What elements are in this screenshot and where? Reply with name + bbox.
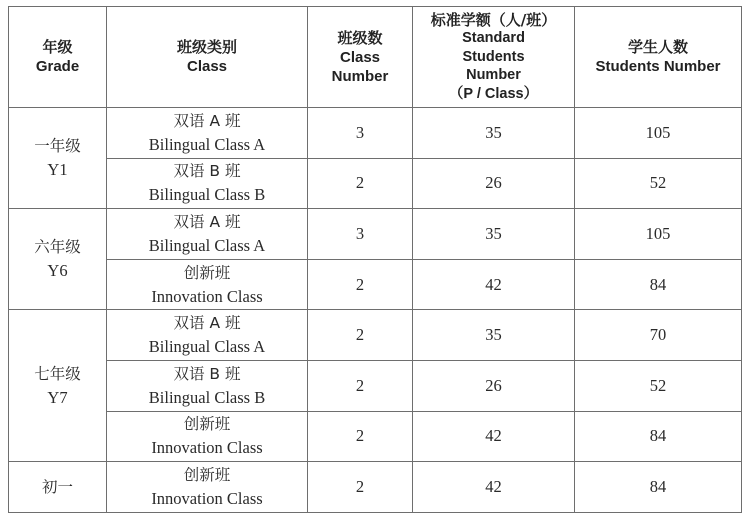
header-students-en: Students Number — [595, 58, 721, 75]
table-row — [9, 310, 742, 361]
class-cell — [107, 360, 308, 411]
class-number-cell: 2 — [308, 462, 413, 513]
header-class-en: Class — [186, 58, 228, 75]
class-zh: 双语 B 班 — [173, 162, 241, 181]
standard-cell: 26 — [413, 360, 575, 411]
header-grade-en: Grade — [35, 58, 80, 75]
students-cell: 52 — [575, 158, 742, 209]
standard-cell: 35 — [413, 108, 575, 159]
grade-en: Y6 — [47, 261, 68, 281]
students-cell: 84 — [575, 462, 742, 513]
header-class-number — [308, 7, 413, 108]
standard-cell: 35 — [413, 209, 575, 260]
class-cell — [107, 462, 308, 513]
students-cell: 70 — [575, 310, 742, 361]
table-row — [9, 259, 742, 310]
class-en: Bilingual Class A — [148, 134, 266, 154]
class-number-cell: 2 — [308, 360, 413, 411]
table-row — [9, 209, 742, 260]
header-grade — [9, 7, 107, 108]
class-number-cell: 3 — [308, 108, 413, 159]
class-cell — [107, 411, 308, 462]
grade-zh: 初一 — [41, 477, 73, 496]
class-number-cell: 2 — [308, 310, 413, 361]
class-cell — [107, 108, 308, 159]
header-standard-en3: Number — [466, 67, 521, 84]
table-row — [9, 411, 742, 462]
class-number-cell: 2 — [308, 158, 413, 209]
grade-cell — [9, 209, 107, 310]
class-number-cell: 2 — [308, 411, 413, 462]
class-en: Innovation Class — [151, 438, 263, 458]
header-class-number-en2: Number — [331, 67, 389, 85]
header-class-number-en1: Class — [339, 48, 381, 66]
class-cell — [107, 310, 308, 361]
class-cell — [107, 209, 308, 260]
class-en: Bilingual Class A — [148, 235, 266, 255]
class-en: Bilingual Class B — [148, 387, 266, 407]
standard-cell: 42 — [413, 462, 575, 513]
header-standard-en1: Standard — [462, 30, 525, 47]
header-row — [9, 7, 742, 108]
class-zh: 双语 A 班 — [173, 314, 241, 333]
header-class-zh: 班级类别 — [176, 38, 237, 56]
table-row — [9, 108, 742, 159]
standard-cell: 42 — [413, 259, 575, 310]
header-grade-zh: 年级 — [42, 38, 73, 56]
header-students-zh: 学生人数 — [627, 38, 688, 56]
class-number-cell: 3 — [308, 209, 413, 260]
grade-cell — [9, 108, 107, 209]
grade-cell — [9, 310, 107, 462]
students-cell: 105 — [575, 108, 742, 159]
header-standard-en2: Students — [462, 48, 525, 65]
class-zh: 双语 A 班 — [173, 111, 241, 130]
class-cell — [107, 158, 308, 209]
table-row — [9, 360, 742, 411]
grade-en: Y7 — [47, 387, 68, 407]
class-zh: 创新班 — [183, 263, 231, 282]
header-standard — [413, 7, 575, 108]
class-zh: 创新班 — [183, 415, 231, 434]
enrollment-table — [8, 6, 742, 513]
class-en: Bilingual Class A — [148, 337, 266, 357]
class-en: Bilingual Class B — [148, 185, 266, 205]
students-cell: 52 — [575, 360, 742, 411]
class-zh: 双语 A 班 — [173, 212, 241, 231]
standard-cell: 35 — [413, 310, 575, 361]
grade-zh: 一年级 — [34, 137, 81, 156]
header-standard-zh: 标准学额（人/班） — [430, 10, 557, 29]
students-cell: 105 — [575, 209, 742, 260]
header-standard-en4: （P / Class） — [448, 85, 539, 102]
grade-zh: 六年级 — [34, 238, 81, 257]
standard-cell: 26 — [413, 158, 575, 209]
table-row — [9, 462, 742, 513]
class-number-cell: 2 — [308, 259, 413, 310]
class-zh: 双语 B 班 — [173, 364, 241, 383]
header-students — [575, 7, 742, 108]
grade-cell — [9, 462, 107, 513]
students-cell: 84 — [575, 411, 742, 462]
class-en: Innovation Class — [151, 488, 263, 508]
class-zh: 创新班 — [183, 465, 231, 484]
table-row — [9, 158, 742, 209]
header-class — [107, 7, 308, 108]
class-cell — [107, 259, 308, 310]
grade-zh: 七年级 — [34, 364, 81, 383]
students-cell: 84 — [575, 259, 742, 310]
standard-cell: 42 — [413, 411, 575, 462]
class-en: Innovation Class — [151, 286, 263, 306]
header-class-number-zh: 班级数 — [337, 28, 383, 47]
grade-en: Y1 — [47, 160, 68, 180]
